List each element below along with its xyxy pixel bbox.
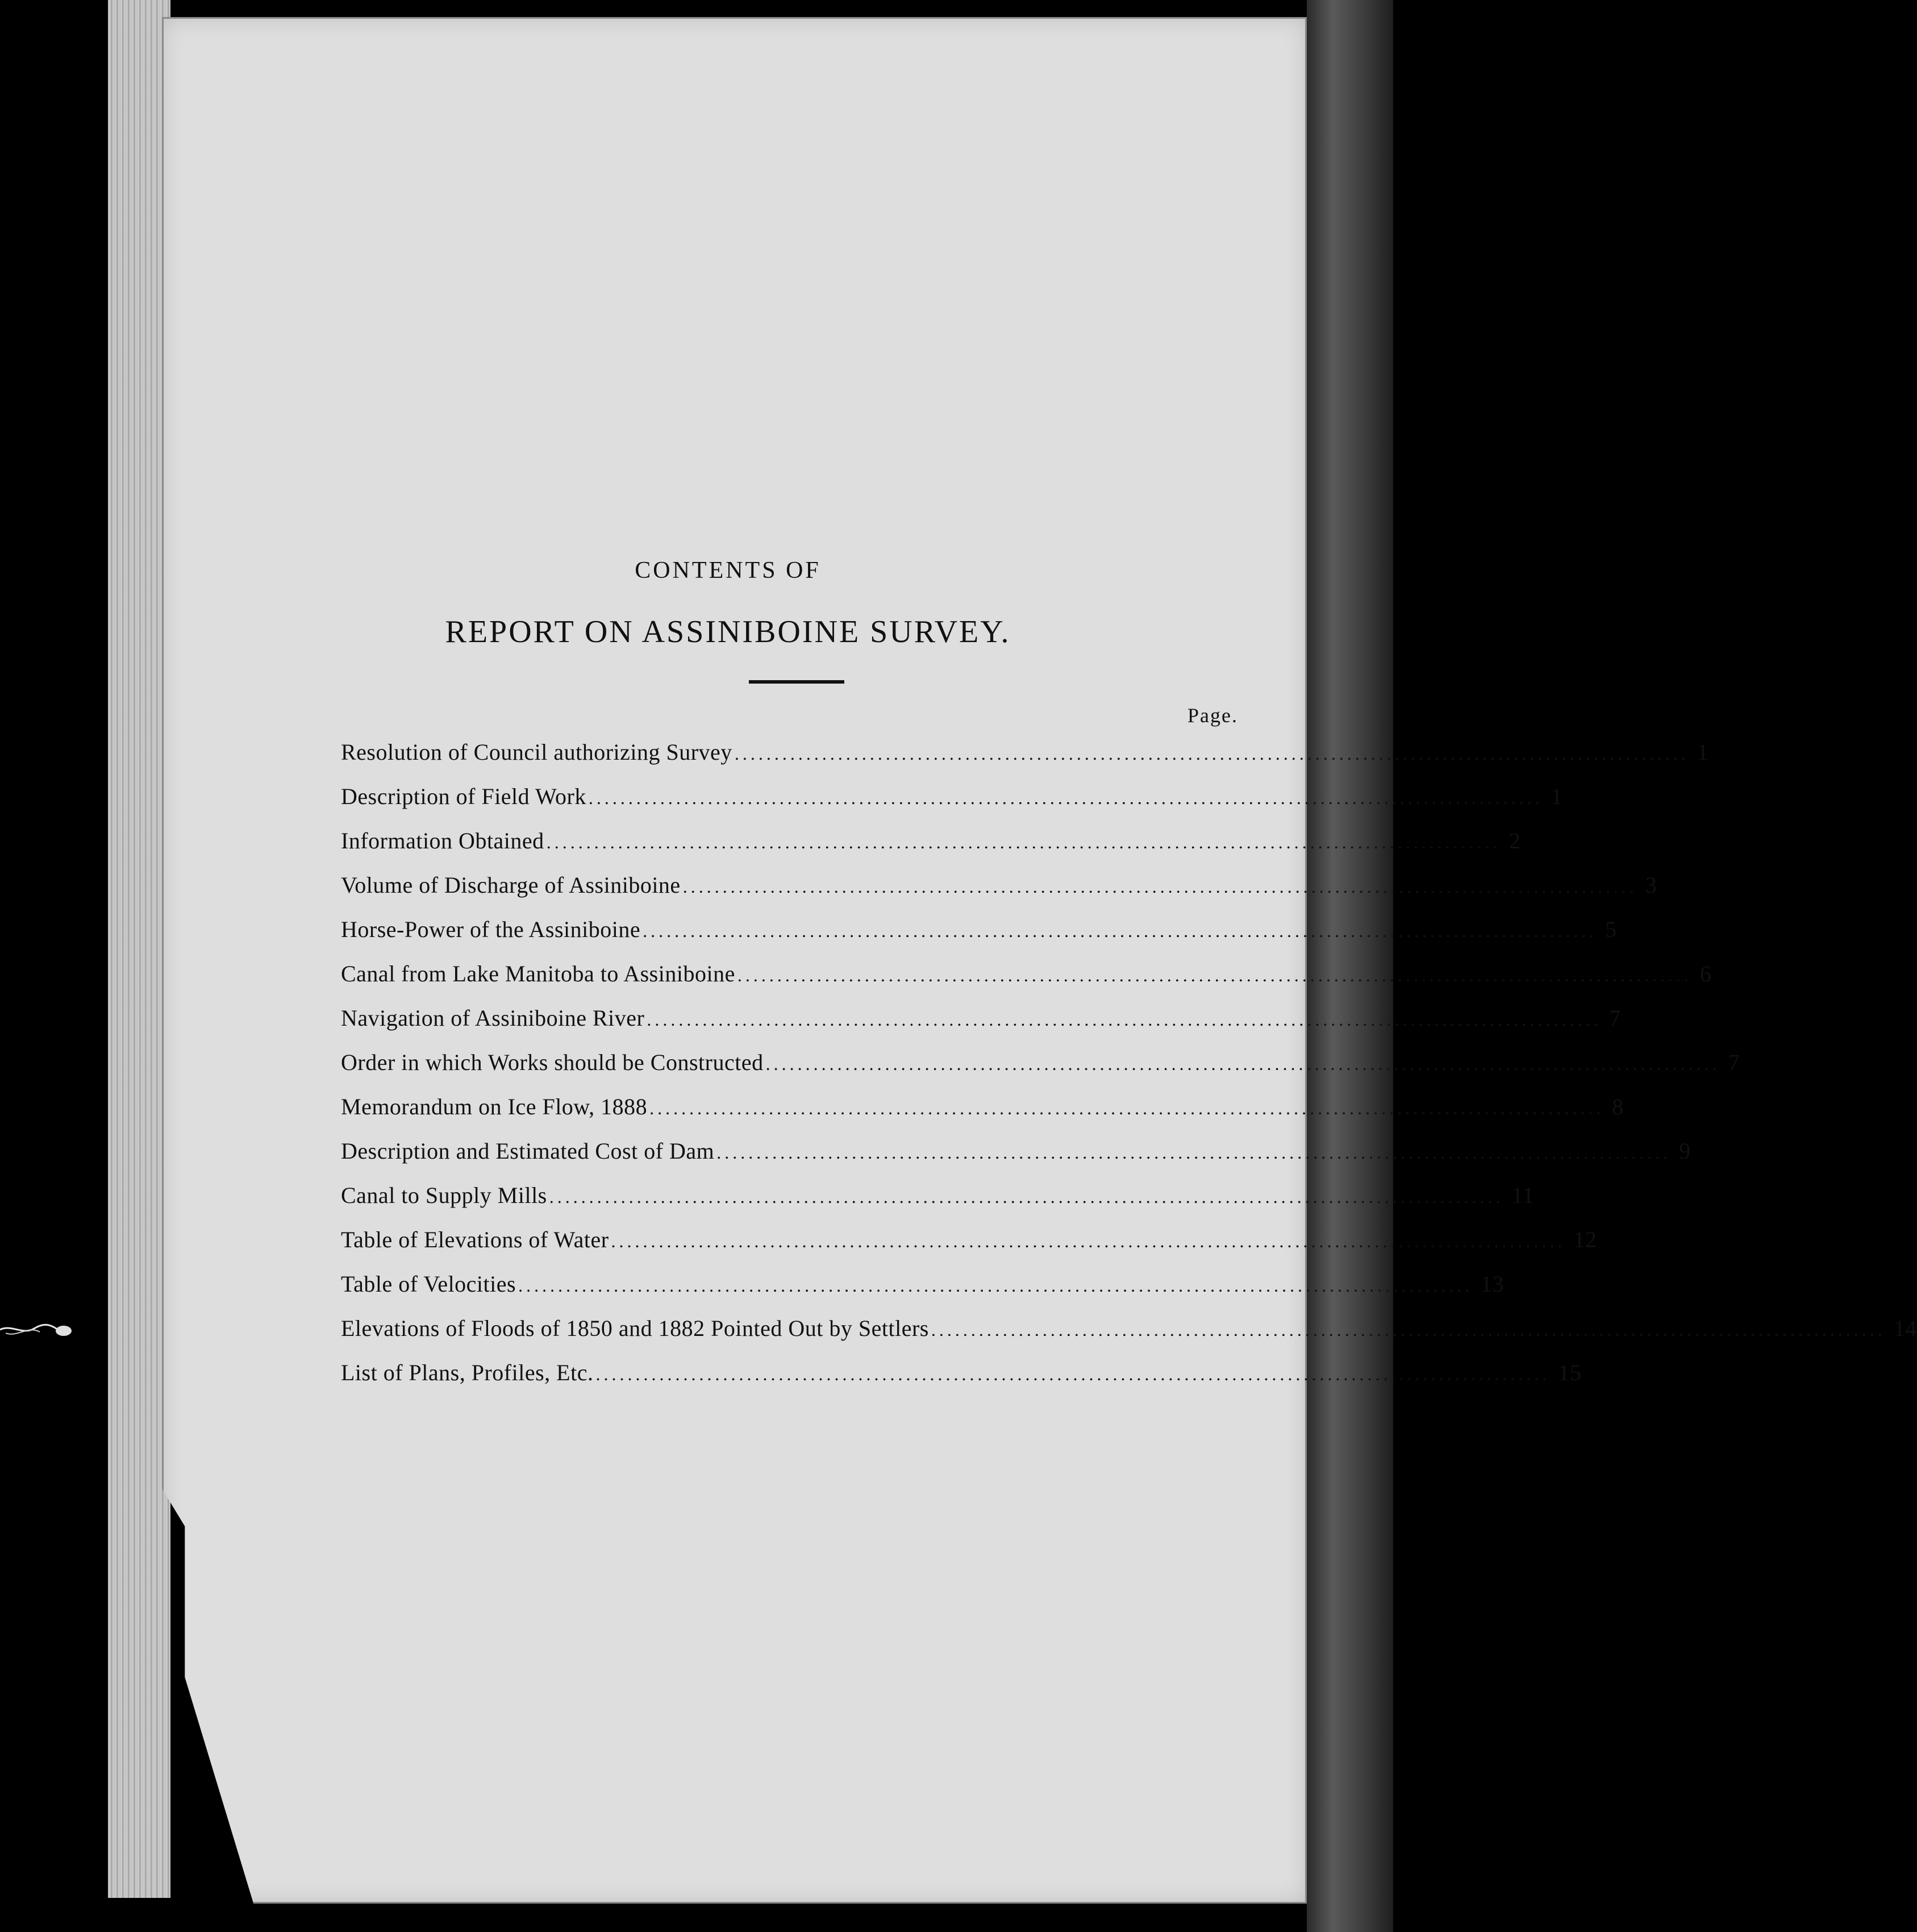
toc-leader-dots: ........................................................................................................................ (518, 1275, 1473, 1296)
toc-entry-title: Description and Estimated Cost of Dam (341, 1138, 715, 1164)
toc-entry-title: Canal from Lake Manitoba to Assiniboine (341, 961, 735, 986)
toc-entry (341, 1005, 1621, 1049)
toc-entry (341, 916, 1617, 960)
toc-entry-title: Description of Field Work (341, 784, 586, 809)
toc-entry (341, 1271, 1505, 1315)
report-title: REPORT ON ASSINIBOINE SURVEY. (445, 614, 1011, 649)
toc-entry-title: Table of Elevations of Water (341, 1227, 609, 1252)
table-of-contents (341, 739, 1917, 1404)
toc-entry (341, 1315, 1917, 1359)
toc-entry (341, 872, 1657, 916)
toc-leader-dots: ........................................................................................................................ (649, 1098, 1605, 1118)
toc-leader-dots: ........................................................................................................................ (549, 1186, 1504, 1207)
toc-leader-dots: ........................................................................................................................ (611, 1231, 1566, 1251)
title-rule (749, 680, 844, 684)
toc-entry-title: Resolution of Council authorizing Survey (341, 739, 732, 765)
toc-entry (341, 1226, 1597, 1271)
toc-entry-title: Navigation of Assiniboine River (341, 1005, 645, 1031)
toc-entry-page: 5 (1605, 917, 1617, 942)
toc-leader-dots: ........................................................................................................................ (588, 788, 1543, 808)
toc-entry (341, 827, 1521, 872)
toc-entry (341, 1049, 1740, 1093)
toc-leader-dots: ........................................................................................................................ (546, 832, 1501, 852)
toc-entry-page: 7 (1728, 1050, 1740, 1075)
toc-leader-dots: ........................................................................................................................ (716, 1142, 1672, 1163)
toc-entry-title: Table of Velocities (341, 1271, 516, 1297)
toc-leader-dots: ........................................................................................................................ (737, 965, 1692, 985)
toc-leader-dots: ........................................................................................................................ (931, 1319, 1886, 1340)
toc-leader-dots: ........................................................................................................................ (734, 743, 1689, 764)
toc-entry-page: 2 (1508, 828, 1521, 853)
toc-entry (341, 960, 1712, 1005)
page-column-header: Page. (1187, 704, 1238, 727)
toc-entry-page: 6 (1699, 961, 1712, 986)
toc-entry-page: 8 (1612, 1094, 1624, 1119)
toc-entry-title: Volume of Discharge of Assiniboine (341, 872, 681, 898)
contents-heading: CONTENTS OF (635, 557, 821, 584)
toc-leader-dots: ........................................................................................................................ (643, 921, 1598, 941)
toc-entry-page: 1 (1697, 739, 1709, 765)
toc-entry-page: 3 (1645, 872, 1657, 898)
toc-entry-page: 7 (1609, 1005, 1621, 1031)
toc-entry (341, 1359, 1582, 1404)
toc-entry-page: 15 (1558, 1360, 1582, 1385)
toc-entry-page: 13 (1481, 1271, 1505, 1297)
toc-entry-title: Information Obtained (341, 828, 544, 853)
toc-entry-page: 12 (1573, 1227, 1597, 1252)
toc-entry-page: 9 (1679, 1138, 1691, 1164)
toc-entry-title: List of Plans, Profiles, Etc. (341, 1360, 594, 1385)
toc-entry-title: Horse-Power of the Assiniboine (341, 917, 641, 942)
toc-entry-page: 14 (1893, 1315, 1917, 1341)
toc-entry-title: Order in which Works should be Constructed (341, 1050, 764, 1075)
toc-entry (341, 1093, 1624, 1138)
toc-entry (341, 1182, 1535, 1226)
toc-entry-title: Canal to Supply Mills (341, 1182, 547, 1208)
toc-entry (341, 1138, 1691, 1182)
toc-leader-dots: ........................................................................................................................ (595, 1364, 1551, 1384)
toc-entry-title: Elevations of Floods of 1850 and 1882 Pointed Out by Settlers (341, 1315, 929, 1341)
toc-leader-dots: ........................................................................................................................ (765, 1054, 1720, 1074)
toc-leader-dots: ........................................................................................................................ (647, 1009, 1602, 1030)
toc-leader-dots: ........................................................................................................................ (682, 876, 1637, 897)
toc-entry-title: Memorandum on Ice Flow, 1888 (341, 1094, 648, 1119)
toc-entry (341, 783, 1563, 827)
toc-entry-page: 11 (1511, 1182, 1535, 1208)
toc-entry (341, 739, 1709, 783)
toc-entry-page: 1 (1551, 784, 1563, 809)
